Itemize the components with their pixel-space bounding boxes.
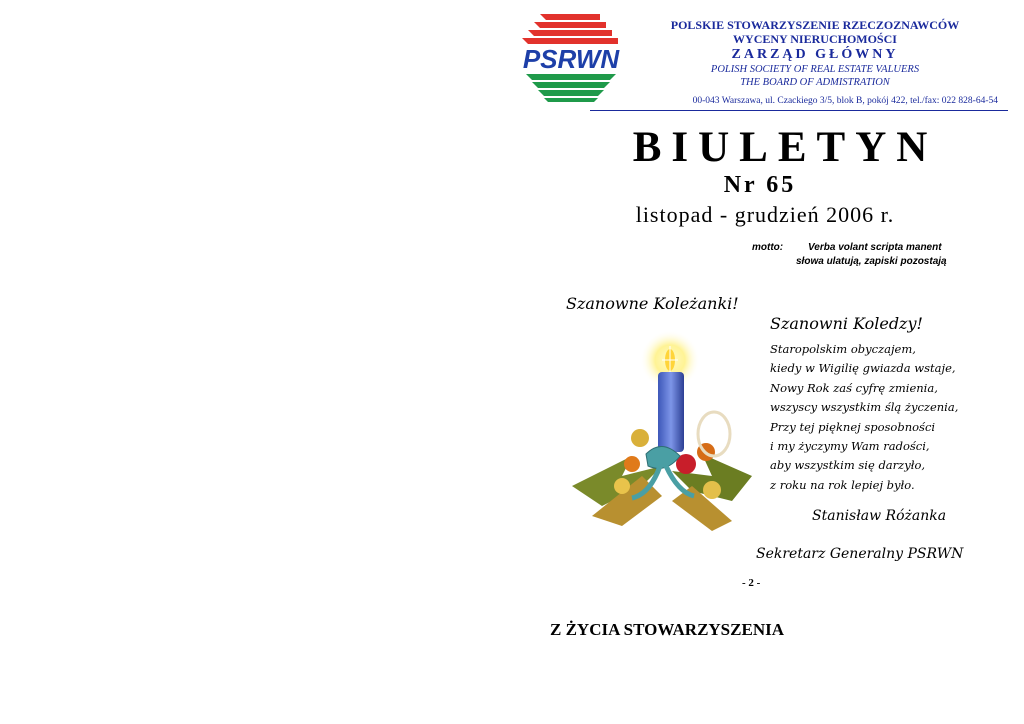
poem-line: Przy tej pięknej sposobności xyxy=(770,419,936,434)
board-name-en: THE BOARD OF ADMISTRATION xyxy=(740,77,890,88)
page-number: - 2 - xyxy=(742,577,761,589)
poem-line: Nowy Rok zaś cyfrę zmienia, xyxy=(770,380,938,395)
issue-number: Nr 65 xyxy=(723,172,797,198)
org-name-en: POLISH SOCIETY OF REAL ESTATE VALUERS xyxy=(710,64,920,75)
poem-line: kiedy w Wigilię gwiazda wstaje, xyxy=(770,361,956,376)
motto-latin: Verba volant scripta manent xyxy=(808,242,942,253)
christmas-candle-wreath-icon xyxy=(562,326,762,544)
poem-line: z roku na rok lepiej było. xyxy=(770,477,915,492)
section-heading: Z ŻYCIA STOWARZYSZENIA xyxy=(550,620,784,639)
greeting-female: Szanowne Koleżanki! xyxy=(566,294,739,313)
org-name-pl-line1: POLSKIE STOWARZYSZENIE RZECZOZNAWCÓW xyxy=(670,18,960,32)
issue-date: listopad - grudzień 2006 r. xyxy=(635,202,895,227)
christmas-poem xyxy=(770,340,958,495)
signer-name: Stanisław Różanka xyxy=(812,508,947,524)
poem-line: Staropolskim obyczajem, xyxy=(770,342,916,356)
signer-role: Sekretarz Generalny PSRWN xyxy=(756,546,964,562)
bulletin-title: BIULETYN xyxy=(632,124,938,171)
board-name-pl: ZARZĄD GŁÓWNY xyxy=(731,47,899,62)
greeting-male: Szanowni Koledzy! xyxy=(770,314,923,333)
header-divider xyxy=(590,110,1008,111)
motto-label: motto: xyxy=(752,242,784,253)
motto-polish: słowa ulatują, zapiski pozostają xyxy=(796,256,947,267)
poem-line: wszyscy wszystkim ślą życzenia, xyxy=(770,400,959,415)
psrwn-logo xyxy=(512,12,630,104)
logo-text: PSRWN xyxy=(522,44,620,74)
org-name-pl-line2: WYCENY NIERUCHOMOŚCI xyxy=(733,32,897,46)
address-line: 00-043 Warszawa, ul. Czackiego 3/5, blok B, pokój 422, tel./fax: 022 828-64-54 xyxy=(692,96,998,106)
poem-line: aby wszystkim się darzyło, xyxy=(770,458,926,473)
poem-line: i my życzymy Wam radości, xyxy=(770,439,930,454)
